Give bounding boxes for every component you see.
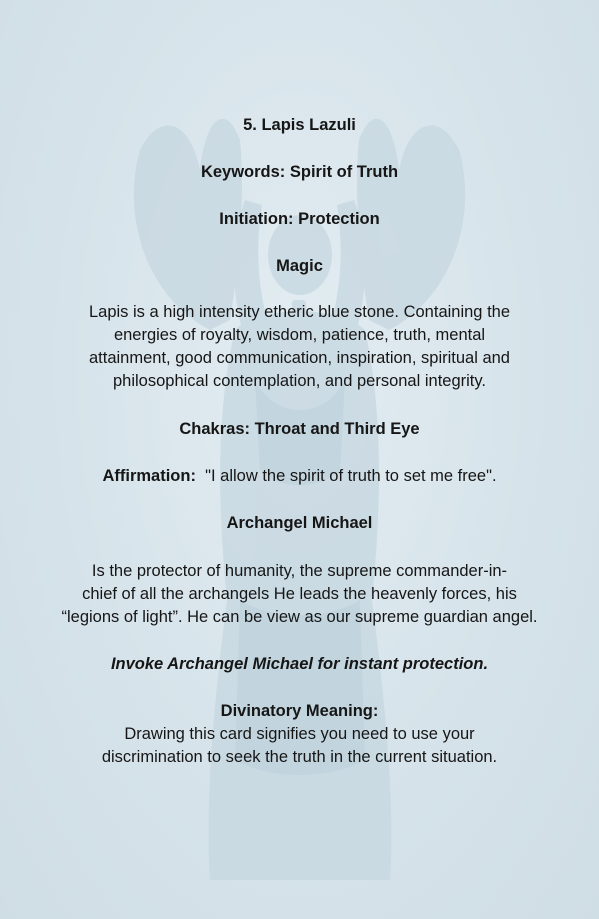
keywords-line: Keywords: Spirit of Truth: [200, 163, 399, 181]
card-title: 5. Lapis Lazuli: [243, 116, 356, 134]
affirmation-label: Affirmation:: [102, 467, 196, 485]
magic-text-line: philosophical contemplation, and personal integrity.: [112, 372, 486, 390]
magic-heading: Magic: [276, 257, 323, 275]
invoke-line: Invoke Archangel Michael for instant protection.: [110, 655, 489, 673]
affirmation-line: [0, 465, 599, 488]
archangel-heading: Archangel Michael: [226, 514, 373, 532]
magic-text-line: Lapis is a high intensity etheric blue stone. Containing the: [88, 303, 511, 321]
chakras-line: Chakras: Throat and Third Eye: [179, 420, 420, 438]
archangel-text-line: Is the protector of humanity, the supreme commander-in-: [91, 562, 508, 580]
archangel-text-line: “legions of light”. He can be view as our supreme guardian angel.: [61, 608, 538, 626]
magic-text-line: energies of royalty, wisdom, patience, truth, mental: [113, 326, 486, 344]
divinatory-text-line: discrimination to seek the truth in the current situation.: [101, 748, 498, 766]
affirmation-text: "I allow the spirit of truth to set me free".: [205, 467, 497, 485]
divinatory-heading: Divinatory Meaning:: [220, 702, 379, 720]
magic-text-line: attainment, good communication, inspiration, spiritual and: [89, 349, 510, 367]
archangel-text-line: chief of all the archangels He leads the heavenly forces, his: [82, 585, 517, 603]
divinatory-text-line: Drawing this card signifies you need to use your: [124, 725, 475, 743]
initiation-line: Initiation: Protection: [219, 210, 380, 228]
